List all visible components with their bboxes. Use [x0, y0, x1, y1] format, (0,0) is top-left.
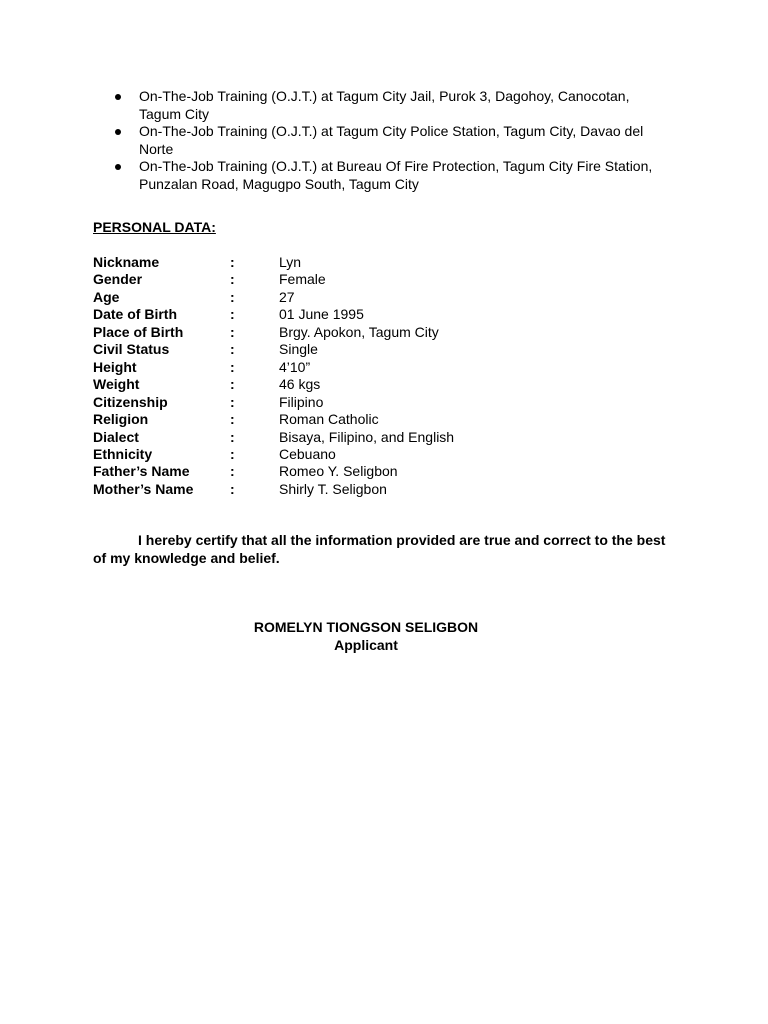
data-row-ethnicity: [93, 446, 454, 463]
field-label: Weight: [93, 376, 140, 393]
field-value: Single: [279, 341, 318, 358]
applicant-role: Applicant: [334, 637, 398, 653]
field-label: Civil Status: [93, 341, 170, 358]
data-row-dialect: [93, 429, 454, 446]
field-value: Romeo Y. Seligbon: [279, 463, 398, 480]
field-separator: :: [230, 358, 235, 375]
field-value: 4’10”: [279, 358, 311, 375]
data-row-citizenship: [93, 394, 454, 411]
training-item: [114, 123, 654, 158]
field-separator: :: [230, 271, 235, 288]
field-value: Female: [279, 271, 326, 288]
field-value: Shirly T. Seligbon: [279, 480, 387, 497]
data-row-height: [93, 359, 454, 376]
bullet-icon: [115, 164, 121, 170]
field-label: Dialect: [93, 428, 139, 445]
field-value: Brgy. Apokon, Tagum City: [279, 323, 439, 340]
data-row-place-of-birth: [93, 324, 454, 341]
field-value: Bisaya, Filipino, and English: [279, 428, 455, 445]
data-row-civil-status: [93, 341, 454, 358]
data-row-mothers-name: [93, 481, 454, 498]
field-label: Religion: [93, 411, 149, 428]
data-row-fathers-name: [93, 463, 454, 480]
certification-statement: I hereby certify that all the information provided are true and correct to the best of my knowledge and belief.: [93, 532, 666, 566]
field-separator: :: [230, 411, 235, 428]
field-separator: :: [230, 288, 235, 305]
data-row-age: [93, 289, 454, 306]
field-value: 46 kgs: [279, 376, 321, 393]
applicant-name: ROMELYN TIONGSON SELIGBON: [253, 619, 479, 635]
signature-block: [93, 618, 639, 654]
field-value: 27: [279, 288, 295, 305]
data-row-religion: [93, 411, 454, 428]
field-label: Nickname: [93, 254, 160, 270]
field-separator: :: [230, 445, 235, 462]
bullet-icon: [115, 94, 121, 100]
data-row-nickname: [93, 254, 454, 271]
field-label: Ethnicity: [93, 445, 153, 462]
field-label: Date of Birth: [93, 306, 177, 323]
field-separator: :: [230, 428, 235, 445]
training-text: On-The-Job Training (O.J.T.) at Tagum City Jail, Purok 3, Dagohoy, Canocotan, Tagum City: [139, 88, 630, 122]
bullet-icon: [115, 129, 121, 135]
training-item: [114, 88, 654, 123]
field-value: 01 June 1995: [279, 306, 364, 323]
field-value: Roman Catholic: [279, 411, 379, 428]
training-item: [114, 158, 654, 193]
training-text: On-The-Job Training (O.J.T.) at Bureau Of Fire Protection, Tagum City Fire Station, Punzalan Road, Magugpo South, Tagum City: [139, 158, 653, 192]
data-row-weight: [93, 376, 454, 393]
field-separator: :: [230, 480, 235, 497]
training-list: [114, 88, 654, 193]
field-value: Filipino: [279, 393, 324, 410]
personal-data-heading: PERSONAL DATA:: [93, 219, 216, 235]
field-separator: :: [230, 341, 235, 358]
field-label: Mother’s Name: [93, 480, 194, 497]
field-separator: :: [230, 393, 235, 410]
field-label: Father’s Name: [93, 463, 190, 480]
personal-data-table: [93, 254, 454, 498]
field-value: Cebuano: [279, 445, 336, 462]
field-label: Height: [93, 358, 137, 375]
field-separator: :: [230, 463, 235, 480]
field-label: Gender: [93, 271, 143, 288]
data-row-gender: [93, 271, 454, 288]
field-separator: :: [230, 306, 235, 323]
data-row-date-of-birth: [93, 306, 454, 323]
field-separator: :: [230, 254, 235, 270]
field-label: Citizenship: [93, 393, 168, 410]
field-separator: :: [230, 323, 235, 340]
field-label: Age: [93, 288, 120, 305]
field-value: Lyn: [279, 254, 302, 270]
field-label: Place of Birth: [93, 323, 184, 340]
training-text: On-The-Job Training (O.J.T.) at Tagum City Police Station, Tagum City, Davao del Norte: [139, 123, 644, 157]
field-separator: :: [230, 376, 235, 393]
